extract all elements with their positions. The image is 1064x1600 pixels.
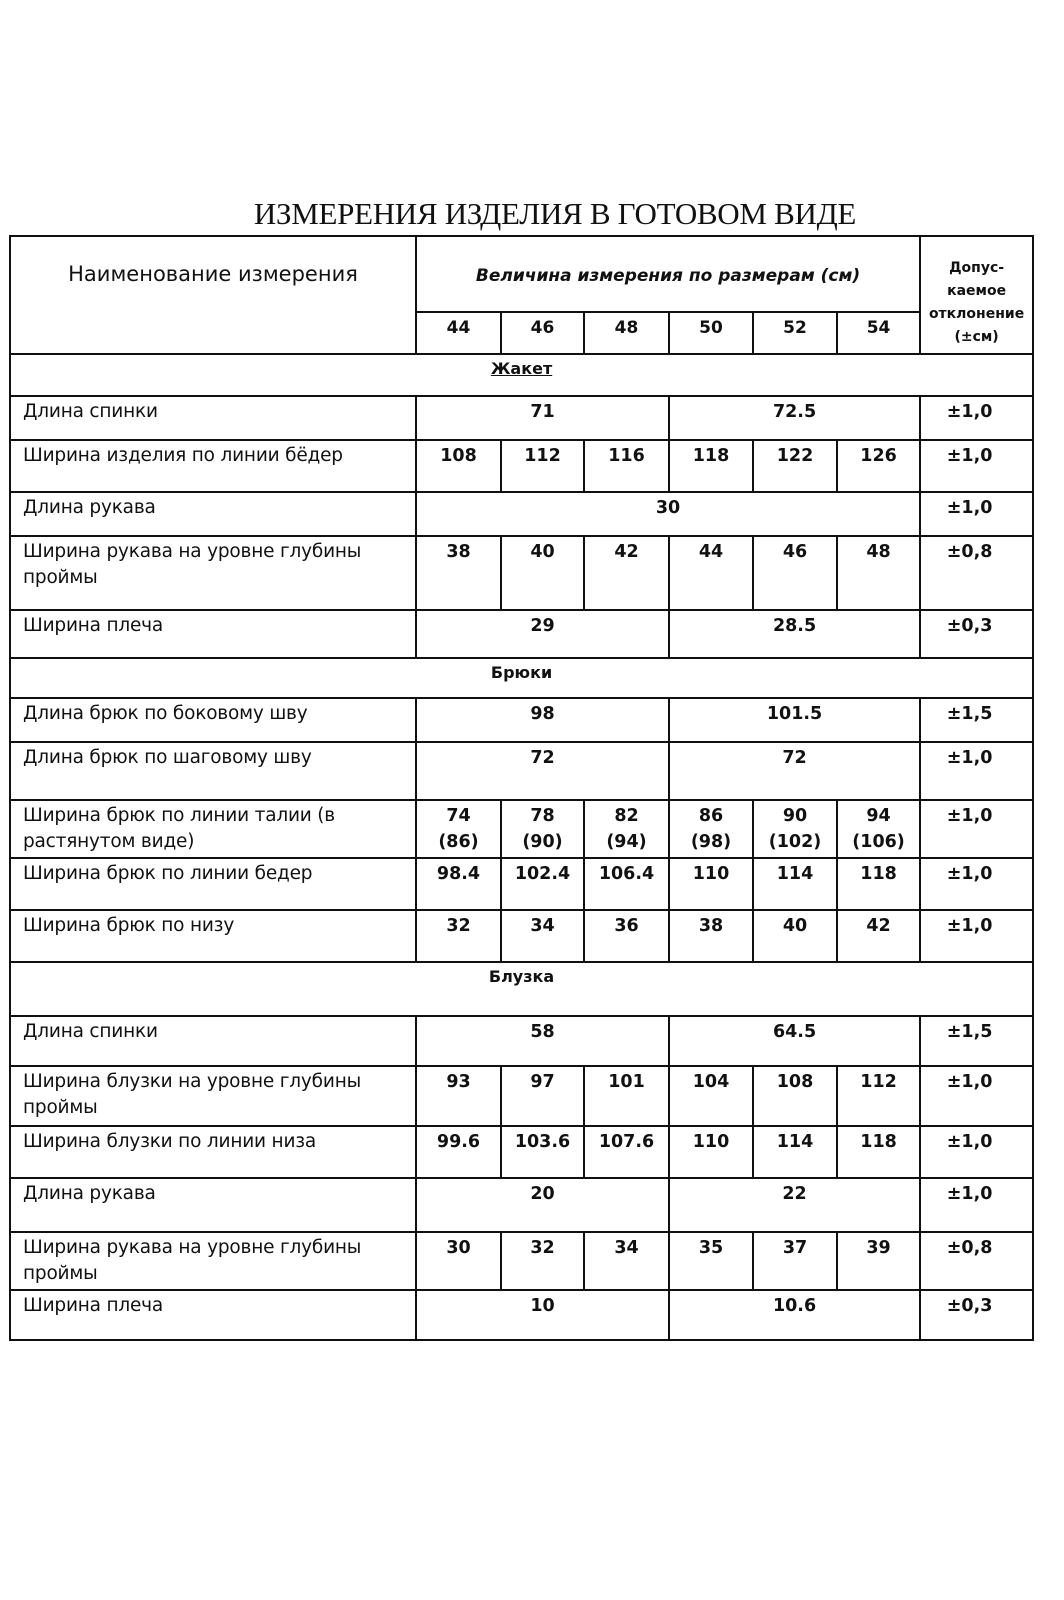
measurement-label: Длина рукава [10,492,416,536]
tolerance-value: ±1,0 [920,800,1033,858]
measurement-label: Длина брюк по шаговому шву [10,742,416,800]
size-value: 32 [416,910,501,962]
table-row [10,492,1033,536]
size-value: 112 [501,440,584,492]
size-value: 106.4 [584,858,669,910]
value-stretched: (90) [522,832,563,852]
size-value-50-54: 22 [669,1178,920,1232]
value-stretched: (106) [852,832,905,852]
tolerance-value: ±1,5 [920,698,1033,742]
value-stretched: (94) [606,832,647,852]
size-value: 116 [584,440,669,492]
size-value-50-54: 10.6 [669,1290,920,1340]
measurement-label: Длина спинки [10,1016,416,1066]
size-value: 97 [501,1066,584,1126]
table-row [10,1178,1033,1232]
tolerance-value: ±0,3 [920,1290,1033,1340]
size-header: 52 [753,312,837,354]
size-value: 114 [753,858,837,910]
size-value-44-48: 72 [416,742,669,800]
table-row [10,536,1033,610]
size-header: 54 [837,312,920,354]
header-tolerance [920,236,1033,354]
value-stretched: (98) [690,832,732,852]
size-value: 42 [837,910,920,962]
size-value [669,800,753,858]
measurement-label: Длина брюк по боковому шву [10,698,416,742]
section-title-text: Блузка [488,967,555,986]
value-relaxed: 74 [446,806,471,826]
header-tolerance-line: каемое [947,283,1007,299]
tolerance-value: ±1,0 [920,1178,1033,1232]
size-value-50-54: 28.5 [669,610,920,658]
size-value: 101 [584,1066,669,1126]
size-value [753,800,837,858]
table-row [10,1066,1033,1126]
size-value: 34 [501,910,584,962]
size-value-44-48: 71 [416,396,669,440]
header-values-by-size: Величина измерения по размерам (см) [416,236,920,312]
size-value: 102.4 [501,858,584,910]
size-value [837,800,920,858]
size-value: 30 [416,1232,501,1290]
size-header: 46 [501,312,584,354]
size-value: 98.4 [416,858,501,910]
measurement-label: Ширина плеча [10,1290,416,1340]
size-header: 50 [669,312,753,354]
measurement-label: Ширина блузки на уровне глубины проймы [10,1066,416,1126]
tolerance-value: ±0,8 [920,536,1033,610]
size-value-44-48: 58 [416,1016,669,1066]
tolerance-value: ±1,0 [920,1126,1033,1178]
size-value-44-48: 98 [416,698,669,742]
section-title [10,354,1033,396]
size-value [584,800,669,858]
size-value: 104 [669,1066,753,1126]
size-value: 40 [501,536,584,610]
size-value: 36 [584,910,669,962]
size-value: 35 [669,1232,753,1290]
size-value: 38 [416,536,501,610]
measurement-label: Ширина брюк по линии бедер [10,858,416,910]
table-row [10,858,1033,910]
value-relaxed: 86 [698,806,724,826]
size-value-44-48: 29 [416,610,669,658]
tolerance-value: ±0,3 [920,610,1033,658]
measurement-label: Ширина плеча [10,610,416,658]
measurements-table [9,235,1034,1341]
table-row [10,1126,1033,1178]
tolerance-value: ±0,8 [920,1232,1033,1290]
size-value: 110 [669,1126,753,1178]
tolerance-value: ±1,0 [920,1066,1033,1126]
size-value: 37 [753,1232,837,1290]
measurement-label: Длина рукава [10,1178,416,1232]
size-value-all: 30 [416,492,920,536]
tolerance-value: ±1,0 [920,742,1033,800]
size-header: 48 [584,312,669,354]
size-value: 112 [837,1066,920,1126]
tolerance-value: ±1,5 [920,1016,1033,1066]
table-row [10,742,1033,800]
size-value: 44 [669,536,753,610]
header-tolerance-line: отклонение [928,306,1025,322]
value-relaxed: 82 [614,806,639,826]
section-header-row [10,354,1033,396]
page-title: ИЗМЕРЕНИЯ ИЗДЕЛИЯ В ГОТОВОМ ВИДЕ [253,196,857,231]
table-row [10,1290,1033,1340]
value-relaxed: 78 [530,806,555,826]
section-title-text: Жакет [490,359,553,378]
size-value-50-54: 72.5 [669,396,920,440]
value-relaxed: 94 [866,806,891,826]
header-measurement-name: Наименование измерения [10,236,416,354]
section-header-row [10,962,1033,1016]
size-value: 118 [669,440,753,492]
table-row [10,610,1033,658]
tolerance-value: ±1,0 [920,440,1033,492]
header-tolerance-line: Допус- [949,260,1005,276]
value-stretched: (102) [768,832,822,852]
table-row [10,698,1033,742]
size-value: 99.6 [416,1126,501,1178]
size-value: 48 [837,536,920,610]
size-value: 107.6 [584,1126,669,1178]
size-value: 34 [584,1232,669,1290]
table-row [10,440,1033,492]
size-value [416,800,501,858]
section-title [10,658,1033,698]
size-value: 38 [669,910,753,962]
size-value: 39 [837,1232,920,1290]
size-value: 103.6 [501,1126,584,1178]
tolerance-value: ±1,0 [920,858,1033,910]
size-value: 42 [584,536,669,610]
size-value-44-48: 20 [416,1178,669,1232]
table-row [10,1016,1033,1066]
size-value-50-54: 101.5 [669,698,920,742]
size-value-50-54: 64.5 [669,1016,920,1066]
value-stretched: (86) [438,832,479,852]
size-value: 126 [837,440,920,492]
measurement-label: Ширина рукава на уровне глубины проймы [10,1232,416,1290]
measurement-label: Ширина брюк по линии талии (в растянутом виде) [10,800,416,858]
tolerance-value: ±1,0 [920,492,1033,536]
table-row [10,396,1033,440]
size-value: 40 [753,910,837,962]
tolerance-value: ±1,0 [920,910,1033,962]
measurement-label: Ширина брюк по низу [10,910,416,962]
size-value: 32 [501,1232,584,1290]
size-value: 110 [669,858,753,910]
size-value: 118 [837,858,920,910]
table-row [10,910,1033,962]
measurement-label: Ширина рукава на уровне глубины проймы [10,536,416,610]
size-header: 44 [416,312,501,354]
size-value: 108 [416,440,501,492]
size-value: 108 [753,1066,837,1126]
size-value: 114 [753,1126,837,1178]
section-title-text: Брюки [490,663,553,682]
measurement-label: Ширина блузки по линии низа [10,1126,416,1178]
measurement-label: Ширина изделия по линии бёдер [10,440,416,492]
header-tolerance-line: (±см) [954,329,999,345]
tolerance-value: ±1,0 [920,396,1033,440]
size-value: 93 [416,1066,501,1126]
table-row [10,1232,1033,1290]
measurement-label: Длина спинки [10,396,416,440]
size-value: 118 [837,1126,920,1178]
table-row [10,800,1033,858]
section-header-row [10,658,1033,698]
section-title [10,962,1033,1016]
size-value [501,800,584,858]
size-value: 122 [753,440,837,492]
value-relaxed: 90 [782,806,808,826]
size-value: 46 [753,536,837,610]
size-value-44-48: 10 [416,1290,669,1340]
size-value-50-54: 72 [669,742,920,800]
